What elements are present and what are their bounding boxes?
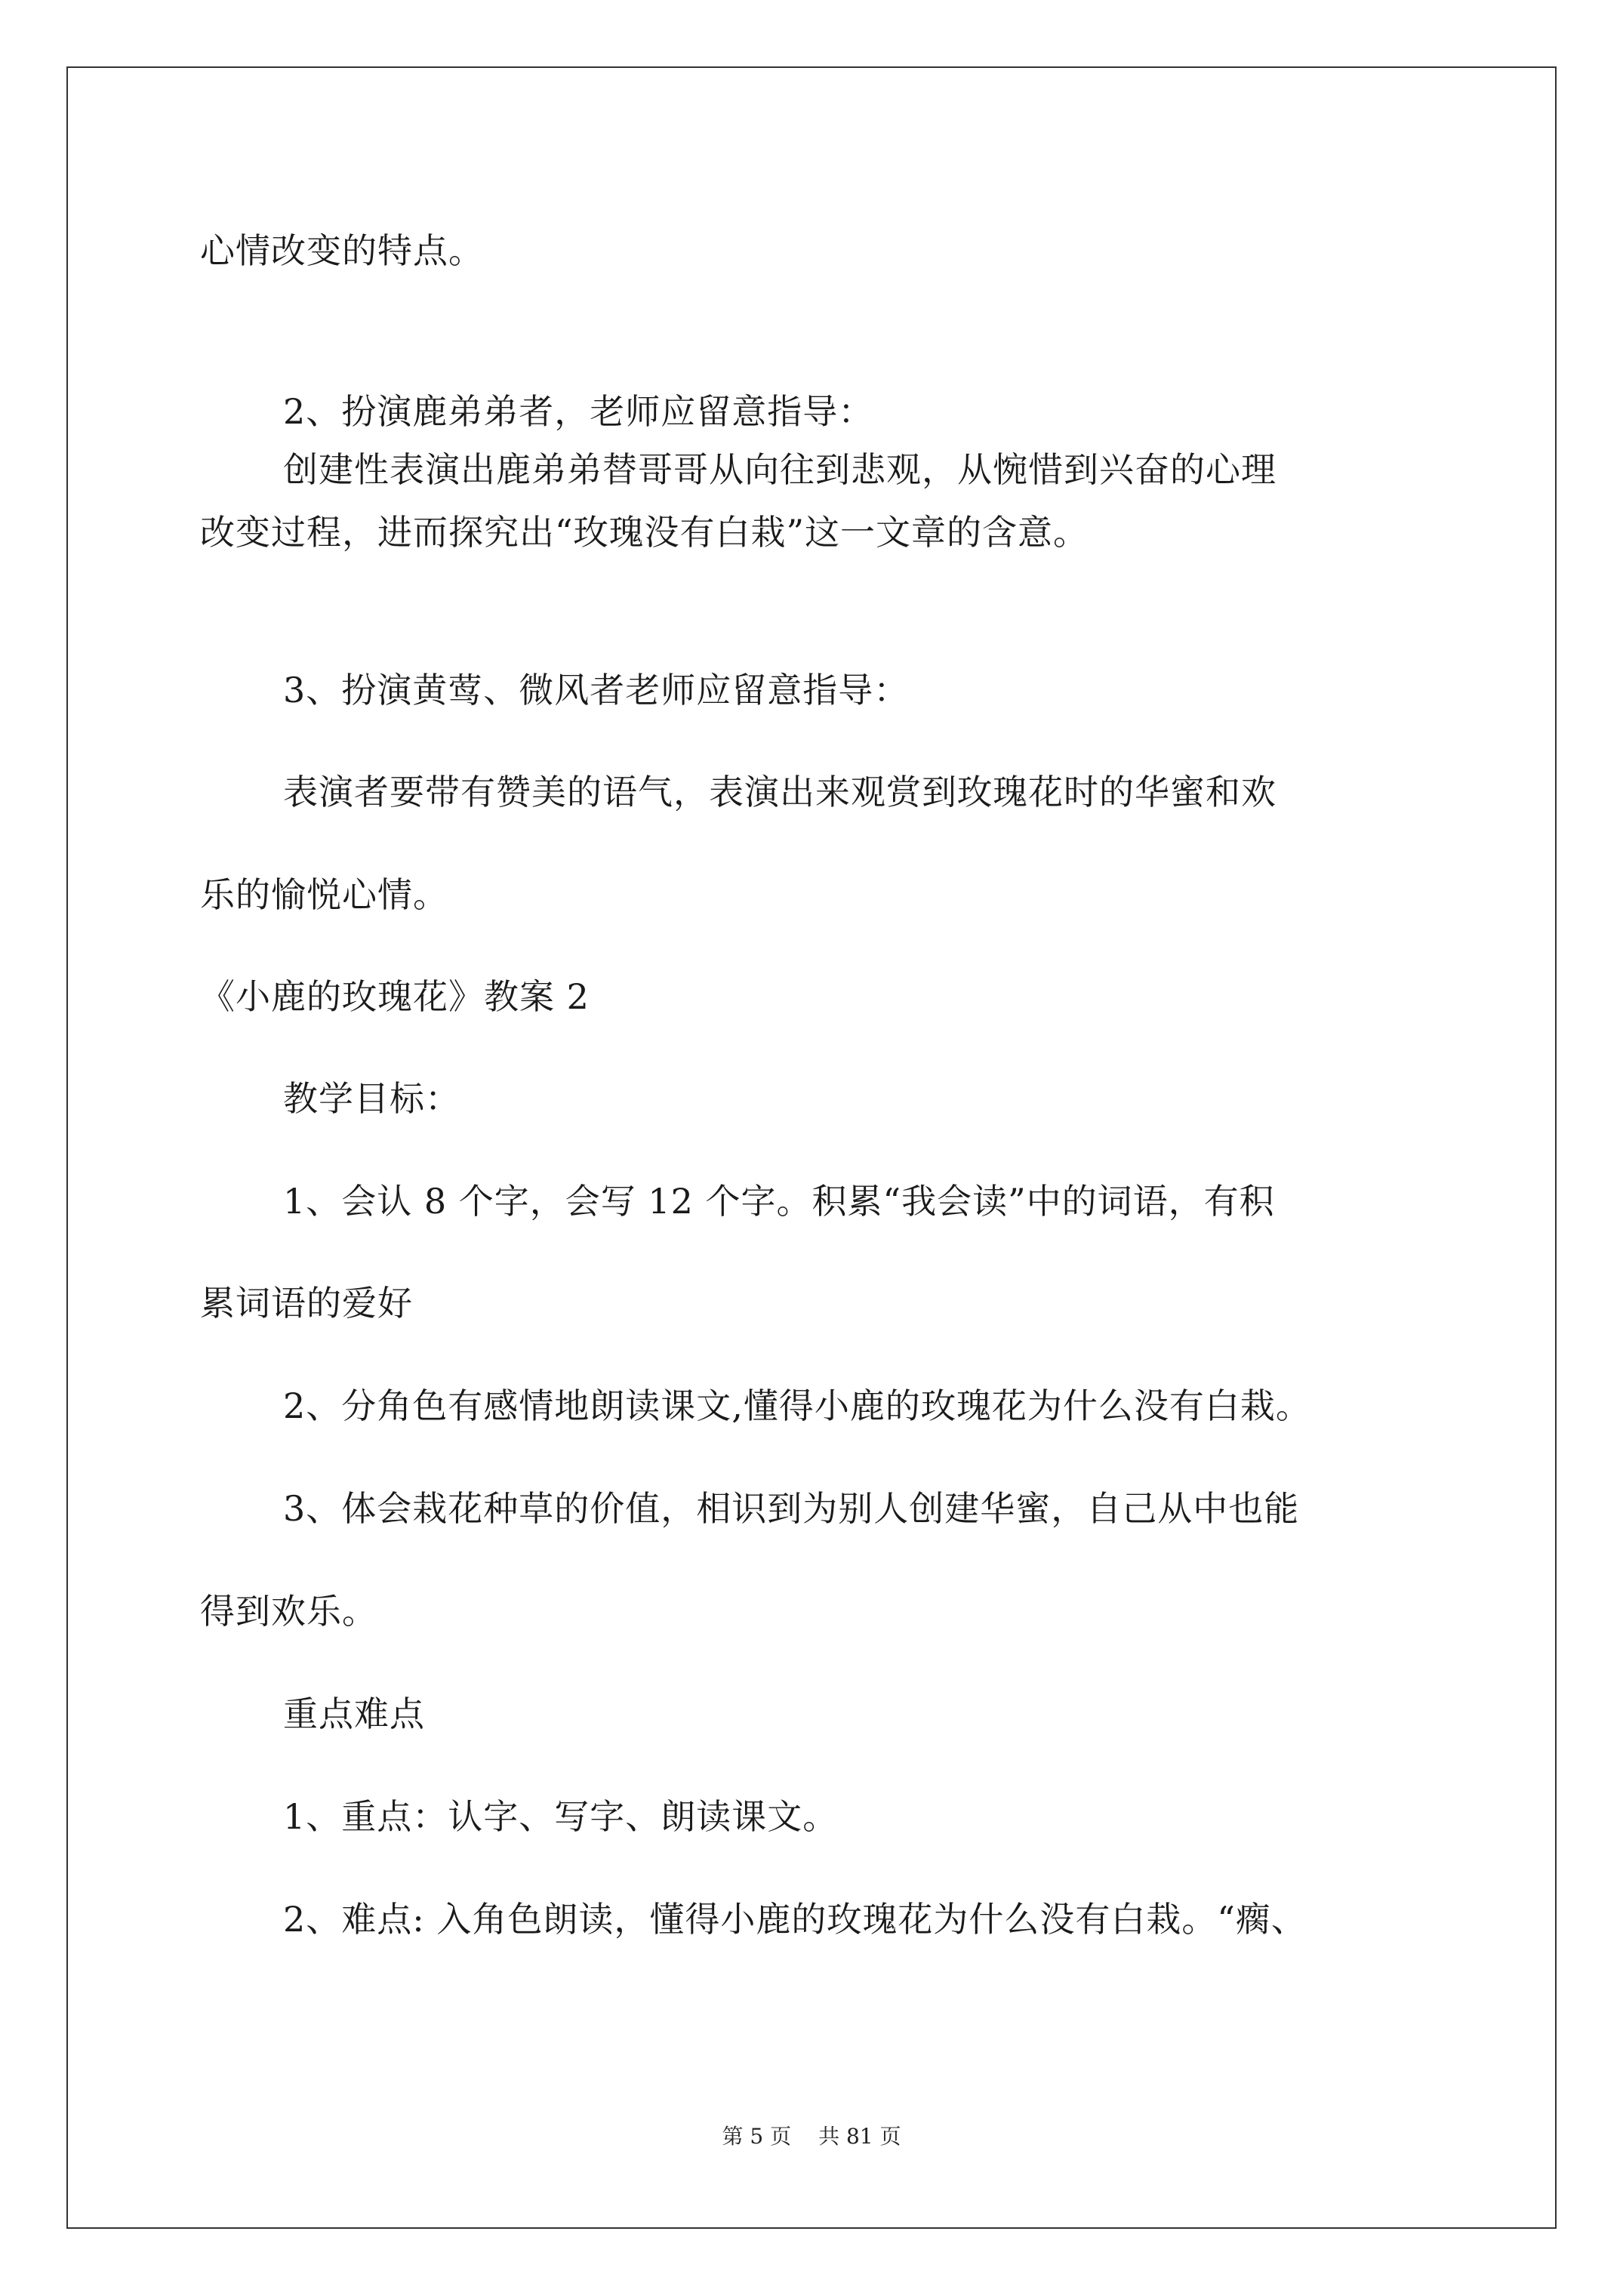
paragraph-line: 1、会认 8 个字，会写 12 个字。积累“我会读”中的词语，有积	[283, 1181, 1275, 1222]
paragraph-line: 乐的愉悦心情。	[200, 874, 448, 915]
paragraph-line: 2、分角色有感情地朗读课文,懂得小鹿的玫瑰花为什么没有白栽。	[283, 1385, 1311, 1426]
section-heading: 《小鹿的玫瑰花》教案 2	[200, 976, 590, 1017]
paragraph-line: 心情改变的特点。	[200, 230, 484, 271]
paragraph-line: 3、扮演黄莺、微风者老师应留意指导：	[283, 670, 910, 710]
page-number: 第 5 页	[722, 2124, 792, 2149]
paragraph-line: 创建性表演出鹿弟弟替哥哥从向往到悲观，从惋惜到兴奋的心理	[283, 449, 1277, 490]
paragraph-line: 表演者要带有赞美的语气，表演出来观赏到玫瑰花时的华蜜和欢	[283, 772, 1277, 812]
page-footer	[0, 2122, 1623, 2152]
paragraph-line: 累词语的爱好	[200, 1283, 413, 1324]
paragraph-line: 2、扮演鹿弟弟者，老师应留意指导：	[283, 391, 874, 432]
page-total: 共 81 页	[818, 2124, 901, 2149]
paragraph-line: 1、重点：认字、写字、朗读课文。	[283, 1796, 839, 1837]
paragraph-line: 得到欢乐。	[200, 1591, 377, 1632]
paragraph-line: 重点难点	[283, 1693, 425, 1734]
paragraph-line: 改变过程，进而探究出“玫瑰没有白栽”这一文章的含意。	[200, 512, 1089, 553]
paragraph-line: 2、难点: 入角色朗读，懂得小鹿的玫瑰花为什么没有白栽。“瘸、	[283, 1899, 1307, 1940]
paragraph-line: 教学目标：	[283, 1078, 460, 1119]
paragraph-line: 3、体会栽花种草的价值，相识到为别人创建华蜜，自己从中也能	[283, 1488, 1300, 1529]
